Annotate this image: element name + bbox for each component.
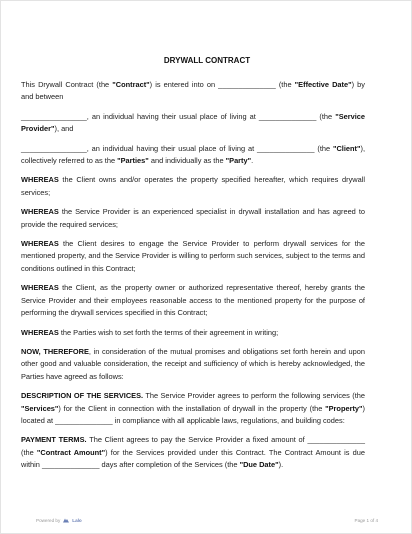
text-run: the Client, as the property owner or authorized representative thereof, hereby grants the Service Provider and their employees reasonable access to the mentioned property for the purpose of performing the drywall services specified in this Contract; — [21, 283, 365, 318]
paragraph-client — [21, 143, 365, 168]
text-run: the Parties wish to set forth the terms of their agreement in writing; — [58, 327, 279, 337]
text-run: ) is entered into on ______________ (the — [149, 80, 295, 89]
text-run: ). — [278, 460, 284, 470]
bold-term: "Parties" — [117, 156, 149, 166]
paragraph-now-therefore — [21, 346, 365, 383]
text-run: ) for the Client in connection with the installation of drywall in the property (the — [58, 403, 326, 413]
document-body — [21, 79, 365, 479]
bold-term: WHEREAS — [21, 283, 59, 293]
text-run: The Service Provider agrees to perform the following services (the — [143, 391, 365, 401]
bold-term: PAYMENT TERMS. — [21, 435, 87, 445]
bold-term: "Services" — [21, 403, 59, 413]
bold-term: "Service Provider" — [21, 111, 365, 134]
text-run: The Client agrees to pay the Service Provider a fixed amount of ______________ (the — [21, 435, 365, 457]
bold-term: "Contract Amount" — [36, 447, 106, 457]
bold-term: WHEREAS — [21, 207, 59, 217]
text-run: , in consideration of the mutual promises and obligations set forth herein and upon other good and valuable consideration, the receipt and sufficiency of which is hereby acknowledged, the Parties have agreed as follows: — [21, 346, 365, 381]
text-run: ), and — [54, 124, 74, 134]
powered-by-label: Powered by — [36, 518, 61, 523]
text-run: ), collectively referred to as the — [21, 143, 365, 166]
paragraph-description-of-services — [21, 390, 365, 427]
bold-term: "Party" — [225, 156, 252, 166]
bold-term: "Property" — [325, 403, 363, 413]
bold-term: DESCRIPTION OF THE SERVICES. — [21, 391, 144, 401]
paragraph-whereas-1 — [21, 174, 365, 199]
bold-term: "Effective Date" — [294, 80, 352, 89]
text-run: the Service Provider is an experienced specialist in drywall installation and has agreed to provide the required services; — [21, 207, 365, 229]
bold-term: WHEREAS — [21, 175, 59, 185]
text-run: ________________, an individual having their usual place of living at ______________ (the — [21, 143, 333, 153]
bold-term: NOW, THEREFORE — [21, 346, 89, 356]
text-run: ) by and between — [21, 80, 365, 102]
paragraph-whereas-4 — [21, 282, 365, 319]
bold-term: "Client" — [332, 143, 361, 153]
paragraph-whereas-2 — [21, 206, 365, 231]
text-run: ) for the Services provided under this Contract. The Contract Amount is due within ______________ days after completion of the Services (the — [21, 447, 365, 470]
bold-term: WHEREAS — [21, 327, 59, 337]
text-run: the Client desires to engage the Service Provider to perform drywall services for the mentioned property, and the Service Provider is willing to perform such services, subject to the terms and conditions outlined in this Contract; — [21, 239, 365, 273]
page-footer — [1, 515, 412, 527]
paragraph-service-provider — [21, 111, 365, 136]
bold-term: "Due Date" — [239, 460, 279, 470]
brand-name: Lalo — [72, 518, 82, 523]
text-run: . — [251, 156, 254, 166]
text-run: ________________, an individual having their usual place of living at ______________ (the — [21, 111, 336, 121]
paragraph-whereas-5 — [21, 327, 365, 339]
lalo-logo-icon — [63, 518, 69, 523]
powered-by — [36, 518, 82, 523]
text-run: This Drywall Contract (the — [21, 80, 113, 89]
paragraph-intro — [21, 79, 365, 104]
paragraph-whereas-3 — [21, 238, 365, 275]
text-run: ) located at ______________ in compliance with all applicable laws, regulations, and building codes: — [21, 403, 365, 425]
bold-term: WHEREAS — [21, 239, 59, 249]
document-title: DRYWALL CONTRACT — [163, 56, 251, 65]
text-run: the Client owns and/or operates the property specified hereafter, which requires drywall services; — [21, 175, 365, 197]
page-number: Page 1 of 4 — [354, 518, 378, 523]
bold-term: "Contract" — [112, 80, 150, 89]
paragraph-payment-terms — [21, 434, 365, 471]
text-run: and individually as the — [148, 156, 226, 166]
